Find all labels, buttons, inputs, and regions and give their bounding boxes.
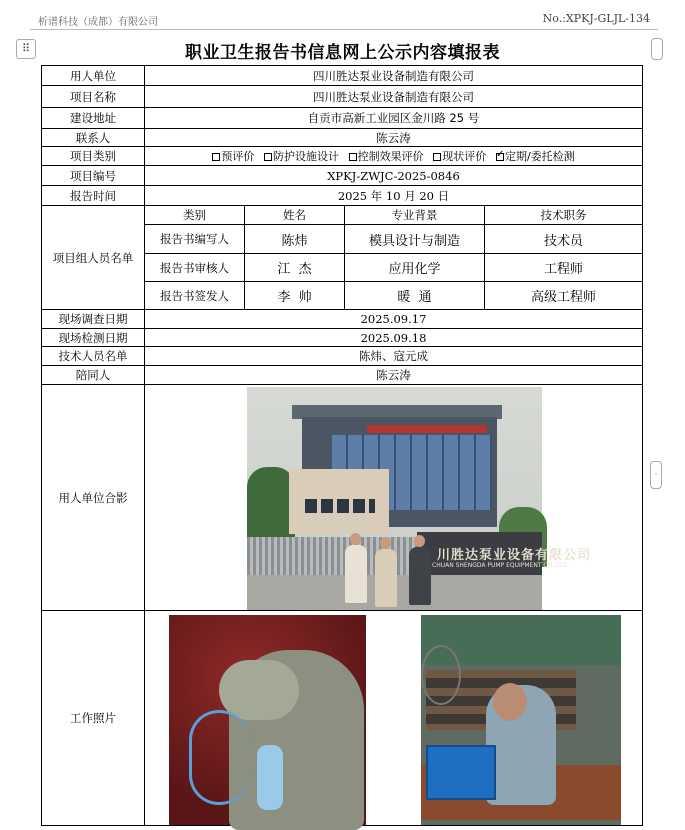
page-header <box>0 0 658 34</box>
survey-date-value: 2025.09.17 <box>145 310 643 329</box>
team-label: 项目组人员名单 <box>42 206 145 310</box>
person <box>375 549 397 607</box>
work-photo-measurement <box>421 615 621 825</box>
report-time-label: 报告时间 <box>42 186 145 206</box>
category-label: 项目类别 <box>42 147 145 166</box>
row-report-time <box>42 186 643 206</box>
measurement-device <box>426 745 496 800</box>
survey-date-label: 现场调查日期 <box>42 310 145 329</box>
member-major: 暖 通 <box>345 282 485 310</box>
row-test-date <box>42 329 643 347</box>
member-role: 报告书签发人 <box>145 282 245 310</box>
contact-value: 陈云涛 <box>145 129 643 147</box>
work-photos-label: 工作照片 <box>42 611 145 826</box>
drag-handle-icon[interactable]: ⠿ <box>16 39 36 59</box>
row-employer <box>42 66 643 86</box>
member-name: 陈炜 <box>245 225 345 254</box>
person <box>345 545 367 603</box>
accompany-label: 陪同人 <box>42 366 145 385</box>
member-title: 技术员 <box>485 225 643 254</box>
row-work-photos <box>42 611 643 826</box>
project-no-label: 项目编号 <box>42 166 145 186</box>
resize-handle-side[interactable]: · <box>650 461 662 489</box>
team-header-title: 技术职务 <box>485 206 643 225</box>
team-header-major: 专业背景 <box>345 206 485 225</box>
tech-staff-label: 技术人员名单 <box>42 347 145 366</box>
group-photo-cell <box>145 385 643 611</box>
test-date-label: 现场检测日期 <box>42 329 145 347</box>
member-title: 高级工程师 <box>485 282 643 310</box>
row-survey-date <box>42 310 643 329</box>
contact-label: 联系人 <box>42 129 145 147</box>
tech-staff-value: 陈炜、寇元成 <box>145 347 643 366</box>
category-option[interactable]: 预评价 <box>212 150 254 163</box>
employer-value: 四川胜达泵业设备制造有限公司 <box>145 66 643 86</box>
member-role: 报告书编写人 <box>145 225 245 254</box>
group-photo <box>247 387 592 609</box>
company-sign-subtext: CHUAN SHENGDA PUMP EQUIPMENT CO.,LTD <box>432 561 567 569</box>
category-option[interactable]: 控制效果评价 <box>349 150 424 163</box>
member-major: 模具设计与制造 <box>345 225 485 254</box>
address-value: 自贡市高新工业园区金川路 25 号 <box>145 108 643 129</box>
category-option[interactable]: 现状评价 <box>433 150 486 163</box>
work-photo-sampling <box>169 615 366 825</box>
checkbox-checked-icon[interactable] <box>496 153 504 161</box>
checkbox-icon[interactable] <box>212 153 220 161</box>
member-title: 工程师 <box>485 254 643 282</box>
team-header-role: 类别 <box>145 206 245 225</box>
member-role: 报告书审核人 <box>145 254 245 282</box>
checkbox-icon[interactable] <box>264 153 272 161</box>
checkbox-icon[interactable] <box>433 153 441 161</box>
team-header-row <box>42 206 643 225</box>
row-address <box>42 108 643 129</box>
accompany-value: 陈云涛 <box>145 366 643 385</box>
document-number: No.:XPKJ-GLJL-134 <box>542 12 650 25</box>
test-date-value: 2025.09.18 <box>145 329 643 347</box>
company-name: 析谱科技（成都）有限公司 <box>38 17 158 28</box>
category-option[interactable]: ✓ 定期/委托检测 <box>496 150 575 163</box>
checkbox-icon[interactable] <box>349 153 357 161</box>
row-group-photo <box>42 385 643 611</box>
project-name-label: 项目名称 <box>42 86 145 108</box>
work-photos-cell <box>145 611 643 826</box>
row-project-name <box>42 86 643 108</box>
project-name-value: 四川胜达泵业设备制造有限公司 <box>145 86 643 108</box>
person <box>409 547 431 605</box>
project-no-value: XPKJ-ZWJC-2025-0846 <box>145 166 643 186</box>
row-project-no <box>42 166 643 186</box>
category-option[interactable]: 防护设施设计 <box>264 150 339 163</box>
info-table <box>41 65 643 826</box>
row-tech-staff <box>42 347 643 366</box>
member-major: 应用化学 <box>345 254 485 282</box>
group-photo-label: 用人单位合影 <box>42 385 145 611</box>
row-contact <box>42 129 643 147</box>
category-options <box>145 147 643 166</box>
company-sign-text: 川胜达泵业设备有限公司 <box>437 547 592 563</box>
employer-label: 用人单位 <box>42 66 145 86</box>
team-header-name: 姓名 <box>245 206 345 225</box>
address-label: 建设地址 <box>42 108 145 129</box>
document-title: 职业卫生报告书信息网上公示内容填报表 <box>185 43 500 63</box>
header-divider <box>30 29 658 30</box>
row-accompany <box>42 366 643 385</box>
member-name: 江 杰 <box>245 254 345 282</box>
report-time-value: 2025 年 10 月 20 日 <box>145 186 643 206</box>
row-category <box>42 147 643 166</box>
member-name: 李 帅 <box>245 282 345 310</box>
